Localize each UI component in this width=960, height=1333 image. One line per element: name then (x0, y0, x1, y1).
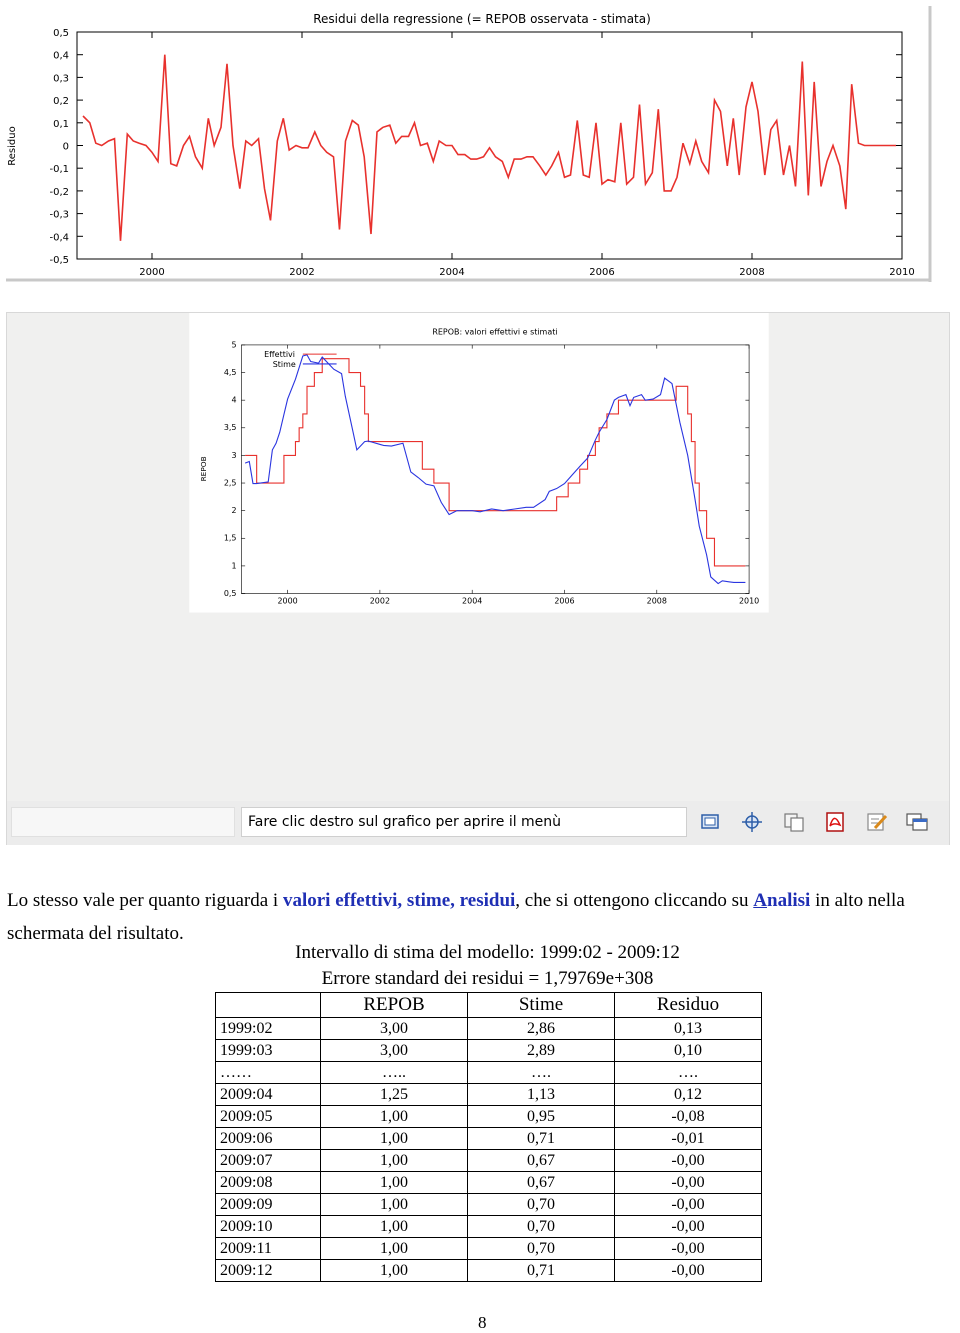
highlighted-terms: valori effettivi, stime, residui (282, 890, 516, 911)
pdf-icon[interactable] (823, 811, 847, 833)
y-axis-label: Residuo (7, 126, 18, 166)
y-tick-label: 4 (231, 395, 237, 405)
residuals-table (215, 992, 762, 1282)
menu-name-rest: nalisi (767, 890, 811, 911)
table-row (216, 1062, 762, 1084)
legend-label-actual: Effettivi (264, 350, 295, 360)
y-tick-label: -0,3 (49, 209, 69, 221)
y-tick-label: -0,5 (49, 255, 69, 266)
table-cell: 0,10 (615, 1040, 762, 1062)
table-cell: -0,00 (615, 1150, 762, 1172)
table-row (216, 1260, 762, 1282)
y-tick-label: 0,1 (53, 118, 69, 130)
table-cell: 2009:10 (216, 1216, 321, 1238)
table-cell: 0,67 (468, 1150, 615, 1172)
x-tick-label: 2006 (589, 267, 615, 278)
x-tick-label: 2002 (289, 267, 315, 278)
y-tick-label: 0,2 (53, 96, 69, 108)
table-cell: 2009:06 (216, 1128, 321, 1150)
body-paragraph (7, 884, 960, 950)
table-row (216, 1128, 762, 1150)
y-tick-label: 1 (231, 561, 237, 571)
table-cell: …. (615, 1062, 762, 1084)
status-bar (7, 801, 949, 845)
column-header: Residuo (615, 993, 762, 1018)
x-tick-label: 2006 (554, 596, 575, 606)
paragraph-text: in alto nella schermata del risultato. (7, 890, 905, 944)
table-cell: 3,00 (321, 1040, 468, 1062)
graph-window (6, 312, 950, 845)
status-message: Fare clic destro sul grafico per aprire il menù (241, 807, 687, 837)
table-cell: …. (468, 1062, 615, 1084)
y-tick-label: 5 (231, 340, 237, 350)
table-cell: 2,89 (468, 1040, 615, 1062)
table-row (216, 1194, 762, 1216)
status-left-pane (11, 807, 235, 837)
table-cell: …… (216, 1062, 321, 1084)
y-tick-label: 0,4 (53, 50, 69, 62)
table-row (216, 1172, 762, 1194)
table-cell: 1,00 (321, 1172, 468, 1194)
table-cell: 0,13 (615, 1018, 762, 1040)
y-tick-label: 0,3 (53, 73, 69, 85)
table-cell: 2009:09 (216, 1194, 321, 1216)
table-row (216, 1106, 762, 1128)
y-axis-label: REPOB (198, 456, 208, 482)
table-cell: 2,86 (468, 1018, 615, 1040)
page-number: 8 (478, 1313, 487, 1332)
estimation-interval: Intervallo di stima del modello: 1999:02 - 2009:12 (295, 942, 680, 963)
y-tick-label: 3,5 (223, 423, 237, 433)
table-cell: 0,70 (468, 1238, 615, 1260)
column-header: Stime (468, 993, 615, 1018)
column-header: REPOB (321, 993, 468, 1018)
table-cell: ….. (321, 1062, 468, 1084)
table-cell: 0,12 (615, 1084, 762, 1106)
zoom-icon[interactable] (699, 811, 723, 833)
table-row (216, 1084, 762, 1106)
table-cell: 0,67 (468, 1172, 615, 1194)
table-row (216, 1040, 762, 1062)
fitted-actual-chart (7, 313, 951, 801)
y-tick-label: 0,5 (53, 28, 69, 39)
table-cell: 1,00 (321, 1128, 468, 1150)
table-cell: -0,00 (615, 1260, 762, 1282)
table-cell: 1999:02 (216, 1018, 321, 1040)
table-cell: 3,00 (321, 1018, 468, 1040)
legend-label-fitted: Stime (272, 360, 296, 370)
column-header (216, 993, 321, 1018)
table-cell: 1,00 (321, 1150, 468, 1172)
table-row (216, 1018, 762, 1040)
table-row (216, 1216, 762, 1238)
table-cell: 2009:11 (216, 1238, 321, 1260)
table-cell: 1,00 (321, 1260, 468, 1282)
x-tick-label: 2000 (277, 596, 298, 606)
table-cell: 1,00 (321, 1216, 468, 1238)
edit-icon[interactable] (865, 811, 889, 833)
table-cell: 2009:08 (216, 1172, 321, 1194)
table-cell: -0,00 (615, 1216, 762, 1238)
windows-icon[interactable] (905, 811, 929, 833)
paragraph-text: , che si ottengono cliccando su (515, 890, 754, 911)
x-tick-label: 2002 (369, 596, 391, 606)
table-cell: 2009:04 (216, 1084, 321, 1106)
copy-icon[interactable] (782, 811, 806, 833)
table-cell: -0,08 (615, 1106, 762, 1128)
y-tick-label: 4,5 (223, 367, 237, 377)
x-tick-label: 2008 (739, 267, 765, 278)
table-cell: 1,00 (321, 1106, 468, 1128)
table-header-row (216, 993, 762, 1018)
table-cell: 0,70 (468, 1194, 615, 1216)
x-tick-label: 2000 (139, 267, 165, 278)
table-cell: -0,01 (615, 1128, 762, 1150)
table-cell: 0,71 (468, 1128, 615, 1150)
residuals-chart (0, 0, 935, 285)
menu-accelerator: A (753, 890, 767, 911)
y-tick-label: -0,2 (49, 186, 69, 198)
table-cell: 2009:07 (216, 1150, 321, 1172)
paragraph-text: Lo stesso vale per quanto riguarda i (7, 890, 283, 911)
table-cell: 1,25 (321, 1084, 468, 1106)
table-cell: -0,00 (615, 1172, 762, 1194)
x-tick-label: 2004 (462, 596, 483, 606)
table-cell: 1,00 (321, 1238, 468, 1260)
y-tick-label: -0,1 (49, 164, 69, 176)
x-tick-label: 2008 (646, 596, 667, 606)
x-tick-label: 2010 (738, 596, 760, 606)
y-tick-label: -0,4 (49, 232, 69, 244)
table-cell: -0,00 (615, 1238, 762, 1260)
menu-reference-analisi (753, 890, 810, 911)
table-row (216, 1238, 762, 1260)
table-cell: -0,00 (615, 1194, 762, 1216)
crosshair-icon[interactable] (740, 811, 764, 833)
y-tick-label: 2 (231, 506, 237, 516)
y-tick-label: 0,5 (223, 588, 237, 598)
table-cell: 2009:12 (216, 1260, 321, 1282)
y-tick-label: 2,5 (223, 478, 237, 488)
table-cell: 0,71 (468, 1260, 615, 1282)
table-cell: 1,00 (321, 1194, 468, 1216)
y-tick-label: 3 (231, 450, 237, 460)
table-cell: 0,95 (468, 1106, 615, 1128)
table-cell: 1999:03 (216, 1040, 321, 1062)
table-cell: 1,13 (468, 1084, 615, 1106)
chart-title: Residui della regressione (= REPOB osservata - stimata) (313, 12, 651, 26)
table-row (216, 1150, 762, 1172)
x-tick-label: 2010 (889, 267, 915, 278)
x-tick-label: 2004 (439, 267, 465, 278)
residual-std-error: Errore standard dei residui = 1,79769e+308 (321, 968, 654, 989)
table-cell: 0,70 (468, 1216, 615, 1238)
chart-title: REPOB: valori effettivi e stimati (432, 327, 558, 337)
y-tick-label: 1,5 (223, 533, 237, 543)
y-tick-label: 0 (62, 141, 69, 153)
table-cell: 2009:05 (216, 1106, 321, 1128)
